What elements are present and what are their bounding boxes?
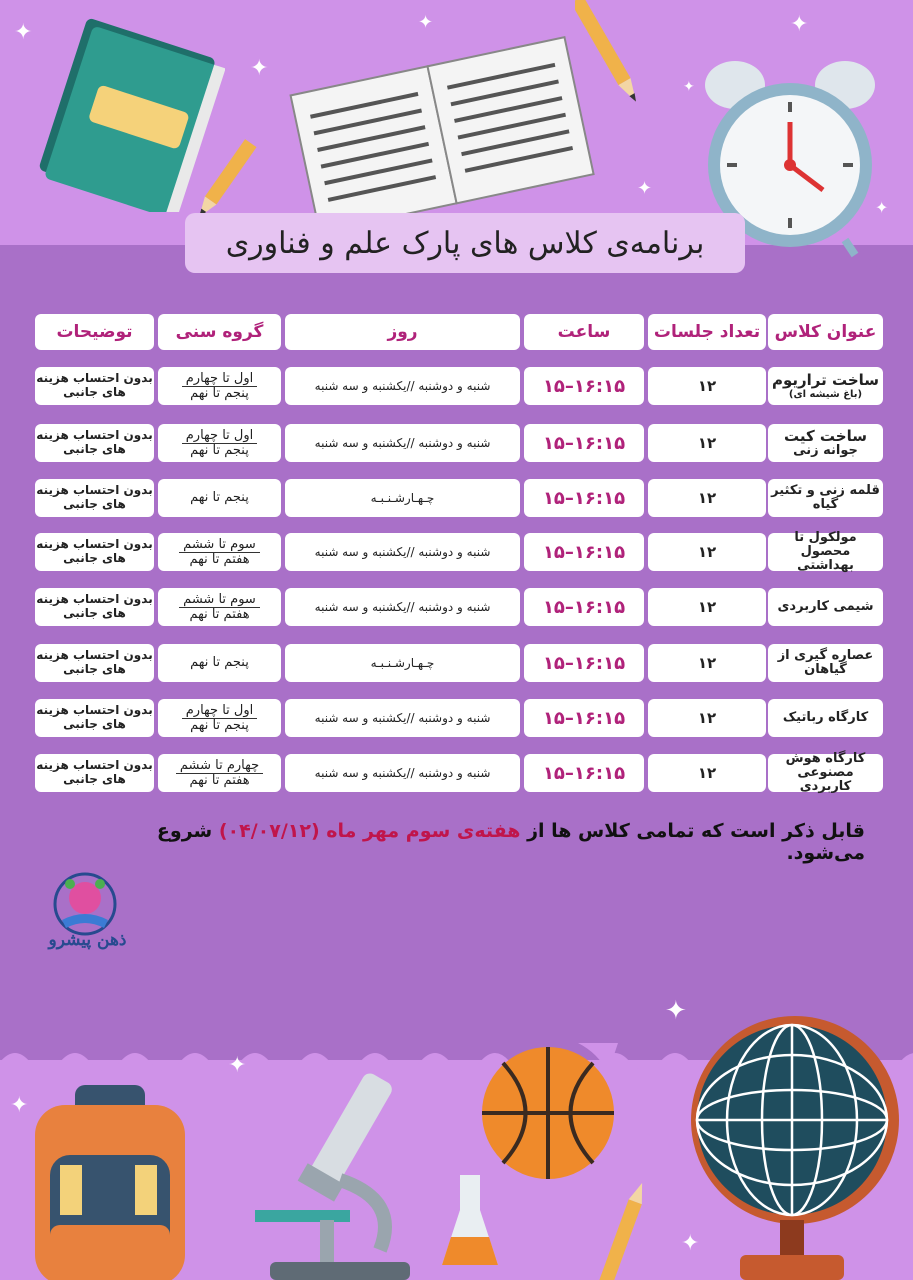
sparkle-icon: ✦	[418, 12, 434, 33]
description-line-2: های جانبی	[63, 717, 126, 731]
class-time: ۱۶:۱۵–۱۵	[524, 754, 644, 792]
class-name: قلمه زنی و تکثیر گیاه	[771, 482, 880, 512]
age-group-cell	[158, 367, 281, 405]
session-count: ۱۲	[648, 588, 766, 626]
age-group-cell	[158, 699, 281, 737]
pencil-icon	[575, 0, 650, 120]
class-name-sub: (باغ شیشه ای)	[788, 388, 863, 400]
description-line-1: بدون احتساب هزینه	[36, 758, 153, 773]
age-group-cell	[158, 424, 281, 462]
description-cell	[35, 644, 154, 682]
description-line-1: بدون احتساب هزینه	[36, 592, 153, 607]
age-group-line-1: سوم تا ششم	[179, 593, 260, 608]
note-text-start: قابل ذکر است که تمامی کلاس ها از	[520, 820, 865, 842]
age-group-line-2: هفتم تا نهم	[189, 772, 250, 788]
class-time: ۱۶:۱۵–۱۵	[524, 367, 644, 405]
age-group-cell	[158, 588, 281, 626]
description-line-1: بدون احتساب هزینه	[36, 371, 153, 386]
description-line-2: های جانبی	[63, 662, 126, 676]
session-count: ۱۲	[648, 424, 766, 462]
class-name-cell	[768, 424, 883, 462]
header-session-count: تعداد جلسات	[648, 314, 766, 350]
description-cell	[35, 533, 154, 571]
class-name-cell	[768, 699, 883, 737]
description-line-1: بدون احتساب هزینه	[36, 703, 153, 718]
description-line-1: بدون احتساب هزینه	[36, 648, 153, 663]
age-group-cell	[158, 479, 281, 517]
description-line-1: بدون احتساب هزینه	[36, 483, 153, 498]
age-group-line-1: سوم تا ششم	[179, 538, 260, 553]
class-name: کارگاه رباتیک	[782, 709, 869, 725]
class-name-cell	[768, 588, 883, 626]
class-day: شنبه و دوشنبه //یکشنبه و سه شنبه	[285, 533, 520, 571]
header-time: ساعت	[524, 314, 644, 350]
age-group-line-2: هفتم تا نهم	[189, 606, 250, 622]
class-time: ۱۶:۱۵–۱۵	[524, 588, 644, 626]
start-date-note	[120, 820, 865, 864]
age-group-line-2: پنجم تا نهم	[190, 717, 249, 733]
class-day: شنبه و دوشنبه //یکشنبه و سه شنبه	[285, 367, 520, 405]
sparkle-icon: ✦	[875, 198, 889, 217]
age-group-line-2: هفتم تا نهم	[189, 551, 250, 567]
class-name: مولکول تا محصول	[794, 529, 857, 559]
class-name-cell	[768, 529, 883, 574]
backpack-icon	[20, 1085, 195, 1280]
class-name: شیمی کاربردی	[777, 598, 874, 614]
class-name-cell	[768, 644, 883, 682]
logo-text: ذهن پیشرو	[48, 930, 127, 950]
class-name: ساخت تراریوم	[771, 371, 880, 390]
age-group-cell	[158, 754, 281, 792]
age-group-line-2: پنجم تا نهم	[190, 385, 249, 401]
description-cell	[35, 479, 154, 517]
age-group-line-2: پنجم تا نهم	[190, 442, 249, 458]
note-text-end: شروع می‌شود.	[156, 820, 865, 864]
flask-icon	[440, 1175, 500, 1270]
age-group-line-1: اول تا چهارم	[182, 429, 258, 444]
description-line-2: های جانبی	[63, 772, 126, 786]
class-name-cell	[768, 750, 883, 795]
description-cell	[35, 699, 154, 737]
class-name-cell	[768, 367, 883, 405]
header-description: توضیحات	[35, 314, 154, 350]
session-count: ۱۲	[648, 644, 766, 682]
description-line-2: های جانبی	[63, 442, 126, 456]
class-time: ۱۶:۱۵–۱۵	[524, 699, 644, 737]
class-time: ۱۶:۱۵–۱۵	[524, 533, 644, 571]
title-banner	[185, 213, 745, 273]
session-count: ۱۲	[648, 479, 766, 517]
class-name-sub: جوانه زنی	[793, 443, 858, 459]
sparkle-icon: ✦	[10, 1093, 29, 1118]
class-name-cell	[768, 479, 883, 517]
session-count: ۱۲	[648, 754, 766, 792]
sparkle-icon: ✦	[14, 20, 33, 45]
header-day: روز	[285, 314, 520, 350]
class-day: چـهـارشـنـبـه	[285, 479, 520, 517]
description-line-2: های جانبی	[63, 497, 126, 511]
class-time: ۱۶:۱۵–۱۵	[524, 424, 644, 462]
open-book-icon	[285, 25, 595, 220]
sparkle-icon: ✦	[250, 56, 269, 81]
page-title: برنامه‌ی کلاس های پارک علم و فناوری	[225, 225, 705, 261]
session-count: ۱۲	[648, 699, 766, 737]
age-group-cell	[158, 644, 281, 682]
header-class-name: عنوان کلاس	[768, 314, 883, 350]
description-cell	[35, 367, 154, 405]
class-day: شنبه و دوشنبه //یکشنبه و سه شنبه	[285, 588, 520, 626]
description-line-1: بدون احتساب هزینه	[36, 428, 153, 443]
class-time: ۱۶:۱۵–۱۵	[524, 644, 644, 682]
age-group-cell	[158, 533, 281, 571]
description-line-2: های جانبی	[63, 606, 126, 620]
note-highlight: هفته‌ی سوم مهر ماه (۰۴/۰۷/۱۲)	[218, 820, 521, 842]
class-name-sub: بهداشتی	[797, 558, 854, 574]
class-day: شنبه و دوشنبه //یکشنبه و سه شنبه	[285, 424, 520, 462]
class-name: عصاره گیری از گیاهان	[777, 647, 874, 677]
sparkle-icon: ✦	[683, 79, 695, 95]
sparkle-icon: ✦	[790, 12, 809, 37]
sparkle-icon: ✦	[665, 996, 687, 1026]
class-day: شنبه و دوشنبه //یکشنبه و سه شنبه	[285, 699, 520, 737]
description-line-1: بدون احتساب هزینه	[36, 537, 153, 552]
age-group-line-1: اول تا چهارم	[182, 372, 258, 387]
class-day: چـهـارشـنـبـه	[285, 644, 520, 682]
age-group-line-1: پنجم تا نهم	[190, 655, 249, 671]
header-age-group: گروه سنی	[158, 314, 281, 350]
description-cell	[35, 754, 154, 792]
age-group-line-1: چهارم تا ششم	[176, 759, 263, 774]
description-line-2: های جانبی	[63, 551, 126, 565]
description-line-2: های جانبی	[63, 385, 126, 399]
age-group-line-1: پنجم تا نهم	[190, 490, 249, 506]
class-day: شنبه و دوشنبه //یکشنبه و سه شنبه	[285, 754, 520, 792]
age-group-line-1: اول تا چهارم	[182, 704, 258, 719]
class-name: کارگاه هوش مصنوعی	[785, 750, 866, 780]
class-name-sub: کاربردی	[799, 779, 852, 795]
sparkle-icon: ✦	[681, 1231, 700, 1256]
description-cell	[35, 588, 154, 626]
class-name: ساخت کیت	[783, 426, 868, 445]
basketball-icon	[478, 1043, 618, 1183]
microscope-icon	[250, 1070, 410, 1280]
session-count: ۱۲	[648, 367, 766, 405]
pencil-icon	[590, 1180, 660, 1280]
sparkle-icon: ✦	[637, 178, 653, 199]
globe-icon	[680, 1010, 905, 1280]
session-count: ۱۲	[648, 533, 766, 571]
class-time: ۱۶:۱۵–۱۵	[524, 479, 644, 517]
description-cell	[35, 424, 154, 462]
sparkle-icon: ✦	[228, 1053, 247, 1078]
